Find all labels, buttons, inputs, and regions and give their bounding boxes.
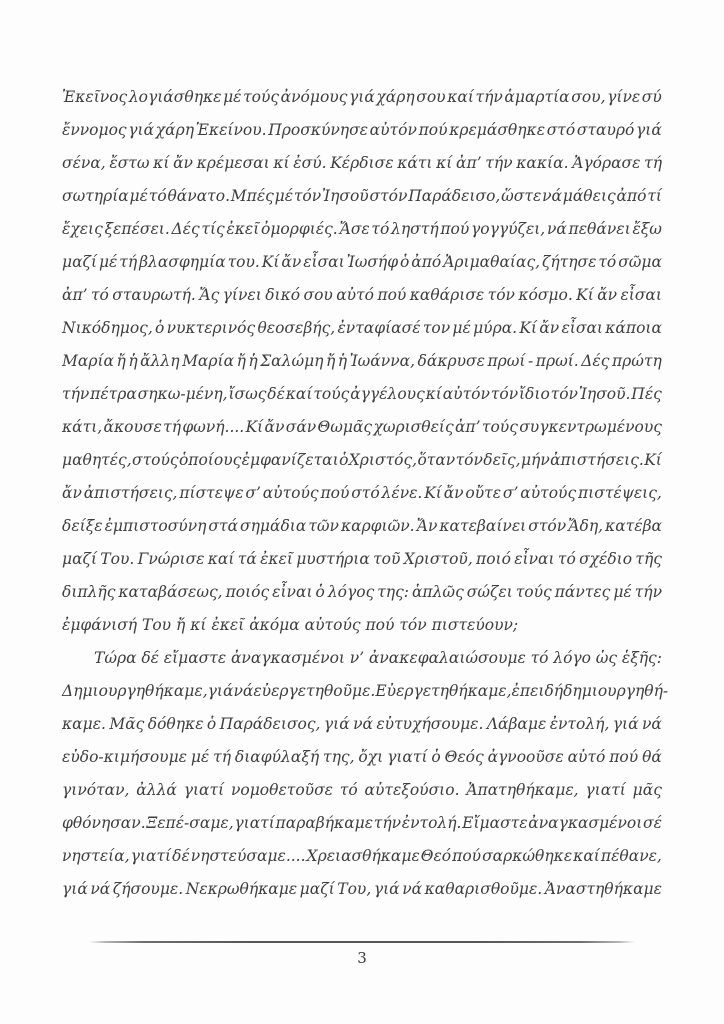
page-number: 3 [357,949,367,967]
text-line: ἐμφάνισή Του ἤ κί ἐκεῖ ἀκόμα αὐτούς πού τόν πιστεύουν; [62,616,519,634]
text-line: γιά νά ζήσουμε. Νεκρωθήκαμε μαζί Του, γιά νά καθαρισθοῦμε. Ἀναστηθήκαμε [62,880,662,898]
text-line: Νικόδημος, ὁ νυκτερινός θεοσεβής, ἐνταφίασέ τον μέ μύρα. Κί ἄν εἶσαι κάποια [62,319,662,337]
text-line: φθόνησαν. Ξεπέ-σαμε, γιατί παραβήκαμε τήν ἐντολή. Εἴμαστε ἀναγκασμένοι σέ [62,814,662,832]
text-line: διπλῆς καταβάσεως, ποιός εἶναι ὁ λόγος της: ἁπλῶς σώζει τούς πάντες μέ τήν [62,583,662,601]
text-line: νηστεία, γιατί δέ νηστεύσαμε.... Χρειασθήκαμε Θεό πού σαρκώθηκε καί πέθανε, [62,847,662,865]
text-line: Δημιουργηθήκαμε, γιά νά εὐεργετηθοῦμε. Εὐεργετηθήκαμε, ἐπειδή δημιουργηθή- [62,682,669,700]
text-line: δείξε ἐμπιστοσύνη στά σημάδια τῶν καρφιῶν. Ἄν κατεβαίνει στόν Ἄδη, κατέβα [62,517,662,535]
text-line: ἄν ἀπιστήσεις, πίστεψε σ’ αὐτούς πού στό λένε. Κί ἄν οὔτε σ’ αὐτούς πιστέψεις, [62,484,662,502]
text-line: σένα, ἔστω κί ἄν κρέμεσαι κί ἐσύ. Κέρδισε κάτι κί ἀπ’ τήν κακία. Ἀγόρασε τή [62,154,662,172]
text-line: ἔννομος γιά χάρη Ἐκείνου. Προσκύνησε αὐτόν πού κρεμάσθηκε στό σταυρό γιά [62,121,662,139]
text-line: ἔχεις ξεπέσει. Δές τίς ἐκεῖ ὀμορφιές. Ἄσε τό ληστή πού γογγύζει, νά πεθάνει ἔξω [62,220,662,238]
text-line: σωτηρία μέ τό θάνατο. Μπές μέ τόν Ἰησοῦ στόν Παράδεισο, ὥστε νά μάθεις ἀπό τί [62,187,662,205]
text-line: μαζί μέ τή βλασφημία του. Κί ἄν εἶσαι Ἰωσήφ ὁ ἀπό Ἀριμαθαίας, ζήτησε τό σῶμα [62,253,662,271]
text-line: κάτι, ἄκουσε τή φωνή.... Κί ἄν σάν Θωμᾶς χωρισθείς ἀπ’ τούς συγκεντρωμένους [62,418,662,436]
text-line: Τώρα δέ εἴμαστε ἀναγκασμένοι ν’ ἀνακεφαλαιώσουμε τό λόγο ὡς ἑξῆς: [94,649,662,667]
text-line: γινόταν, ἀλλά γιατί νομοθετοῦσε τό αὐτεξούσιο. Ἀπατηθήκαμε, γιατί μᾶς [62,781,662,799]
footer-rule [89,941,635,943]
page-footer [0,941,724,967]
text-line: τήν πέτρα σηκω-μένη, ἴσως δέ καί τούς ἀγγέλους κί αὐτόν τόν ἴδιο τόν Ἰησοῦ. Πές [62,385,662,403]
text-line: Ἐκεῖνος λογιάσθηκε μέ τούς ἀνόμους γιά χάρη σου καί τήν ἁμαρτία σου, γίνε σύ [62,88,662,106]
text-line: Μαρία ἤ ἡ ἄλλη Μαρία ἤ ἡ Σαλώμη ἤ ἡ Ἰωάννα, δάκρυσε πρωί - πρωί. Δές πρώτη [62,352,662,370]
body-text [62,81,669,906]
text-line: ἀπ’ τό σταυρωτή. Ἄς γίνει δικό σου αὐτό πού καθάρισε τόν κόσμο. Κί ἄν εἶσαι [62,286,662,304]
text-line: καμε. Μᾶς δόθηκε ὁ Παράδεισος, γιά νά εὐτυχήσουμε. Λάβαμε ἐντολή, γιά νά [62,715,662,733]
text-line: εὐδο-κιμήσουμε μέ τή διαφύλαξή της, ὄχι γιατί ὁ Θεός ἀγνοοῦσε αὐτό πού θά [62,748,662,766]
text-line: μαθητές, στούς ὁποίους ἐμφανίζεται ὁ Χριστός, ὅταν τόν δεῖς, μήν ἀπιστήσεις. Κί [62,451,662,469]
text-line: μαζί Του. Γνώρισε καί τά ἐκεῖ μυστήρια τοῦ Χριστοῦ, ποιό εἶναι τό σχέδιο τῆς [62,550,662,568]
